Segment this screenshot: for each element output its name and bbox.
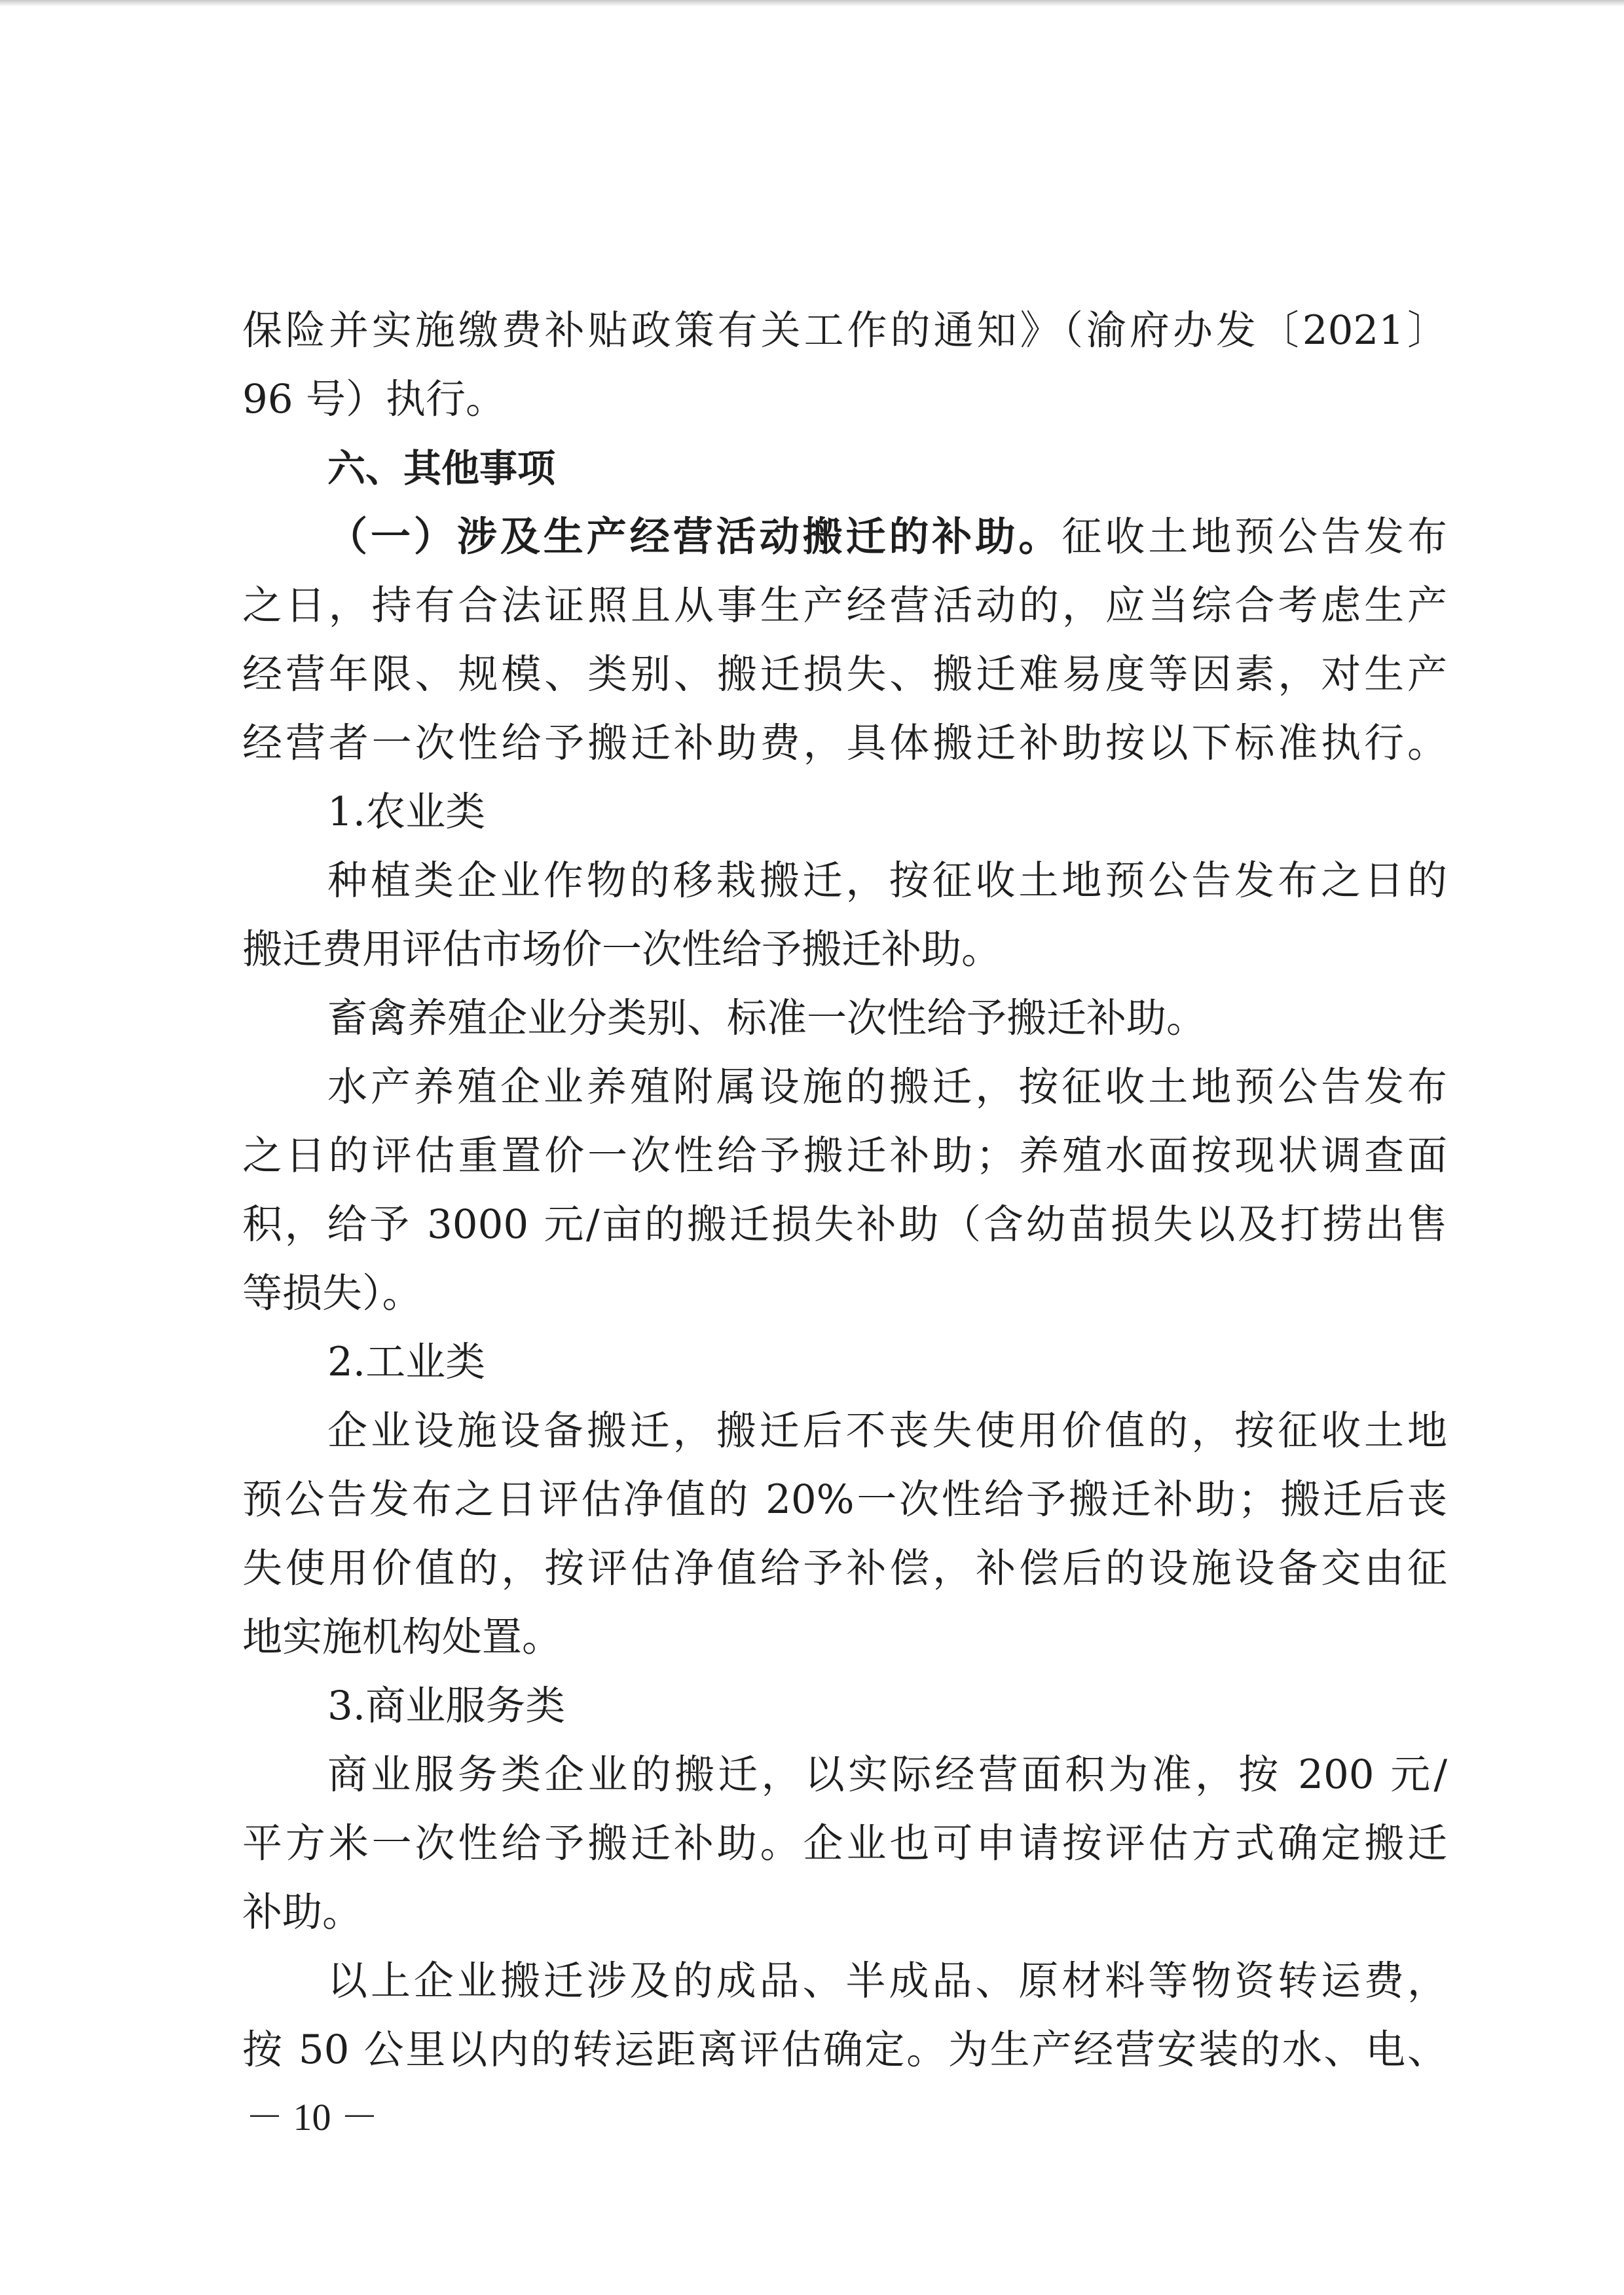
paragraph-line: 商业服务类企业的搬迁，以实际经营面积为准，按 200 元/ <box>327 1751 1447 1798</box>
paragraph-line: 经营年限、规模、类别、搬迁损失、搬迁难易度等因素，对生产 <box>242 651 1447 698</box>
paragraph-line: 畜禽养殖企业分类别、标准一次性给予搬迁补助。 <box>327 995 1207 1041</box>
item-heading: 3.商业服务类 <box>327 1683 566 1729</box>
paragraph-line: 搬迁费用评估市场价一次性给予搬迁补助。 <box>242 926 1002 973</box>
paragraph-line: 按 50 公里以内的转运距离评估确定。为生产经营安装的水、电、 <box>242 2026 1447 2073</box>
paragraph-line: 种植类企业作物的移栽搬迁，按征收土地预公告发布之日的 <box>327 857 1447 904</box>
paragraph-line: 96 号）执行。 <box>242 376 506 422</box>
item-heading: 2.工业类 <box>327 1339 486 1385</box>
paragraph-line: 保险并实施缴费补贴政策有关工作的通知》（渝府办发〔2021〕 <box>242 307 1447 354</box>
page-number: － 10 － <box>246 2096 379 2138</box>
item-heading: 1.农业类 <box>327 789 486 835</box>
paragraph-line: 企业设施设备搬迁，搬迁后不丧失使用价值的，按征收土地 <box>327 1408 1447 1454</box>
paragraph-line: 经营者一次性给予搬迁补助费，具体搬迁补助按以下标准执行。 <box>242 720 1447 766</box>
paragraph-line: 等损失）。 <box>242 1270 422 1316</box>
paragraph-line: 预公告发布之日评估净值的 20%一次性给予搬迁补助；搬迁后丧 <box>242 1476 1447 1523</box>
paragraph-line: 水产养殖企业养殖附属设施的搬迁，按征收土地预公告发布 <box>327 1064 1447 1110</box>
paragraph-line: 失使用价值的，按评估净值给予补偿，补偿后的设施设备交由征 <box>242 1545 1447 1592</box>
paragraph-line: 之日的评估重置价一次性给予搬迁补助；养殖水面按现状调查面 <box>242 1132 1447 1179</box>
paragraph-line: 以上企业搬迁涉及的成品、半成品、原材料等物资转运费， <box>327 1958 1447 2004</box>
paragraph-line: 平方米一次性给予搬迁补助。企业也可申请按评估方式确定搬迁 <box>242 1820 1447 1867</box>
section-heading: 六、其他事项 <box>327 446 556 491</box>
subsection-heading: （一）涉及生产经营活动搬迁的补助。 <box>327 513 1062 560</box>
paragraph-line: 积，给予 3000 元/亩的搬迁损失补助（含幼苗损失以及打捞出售 <box>242 1201 1447 1248</box>
paragraph-text: 征收土地预公告发布 <box>1061 513 1447 560</box>
paragraph-line: 之日，持有合法证照且从事生产经营活动的，应当综合考虑生产 <box>242 582 1447 629</box>
paragraph-line: 地实施机构处置。 <box>242 1614 563 1660</box>
scan-top-edge <box>0 0 1624 7</box>
subsection-heading-line <box>327 504 1447 570</box>
paragraph-line: 补助。 <box>242 1889 363 1935</box>
